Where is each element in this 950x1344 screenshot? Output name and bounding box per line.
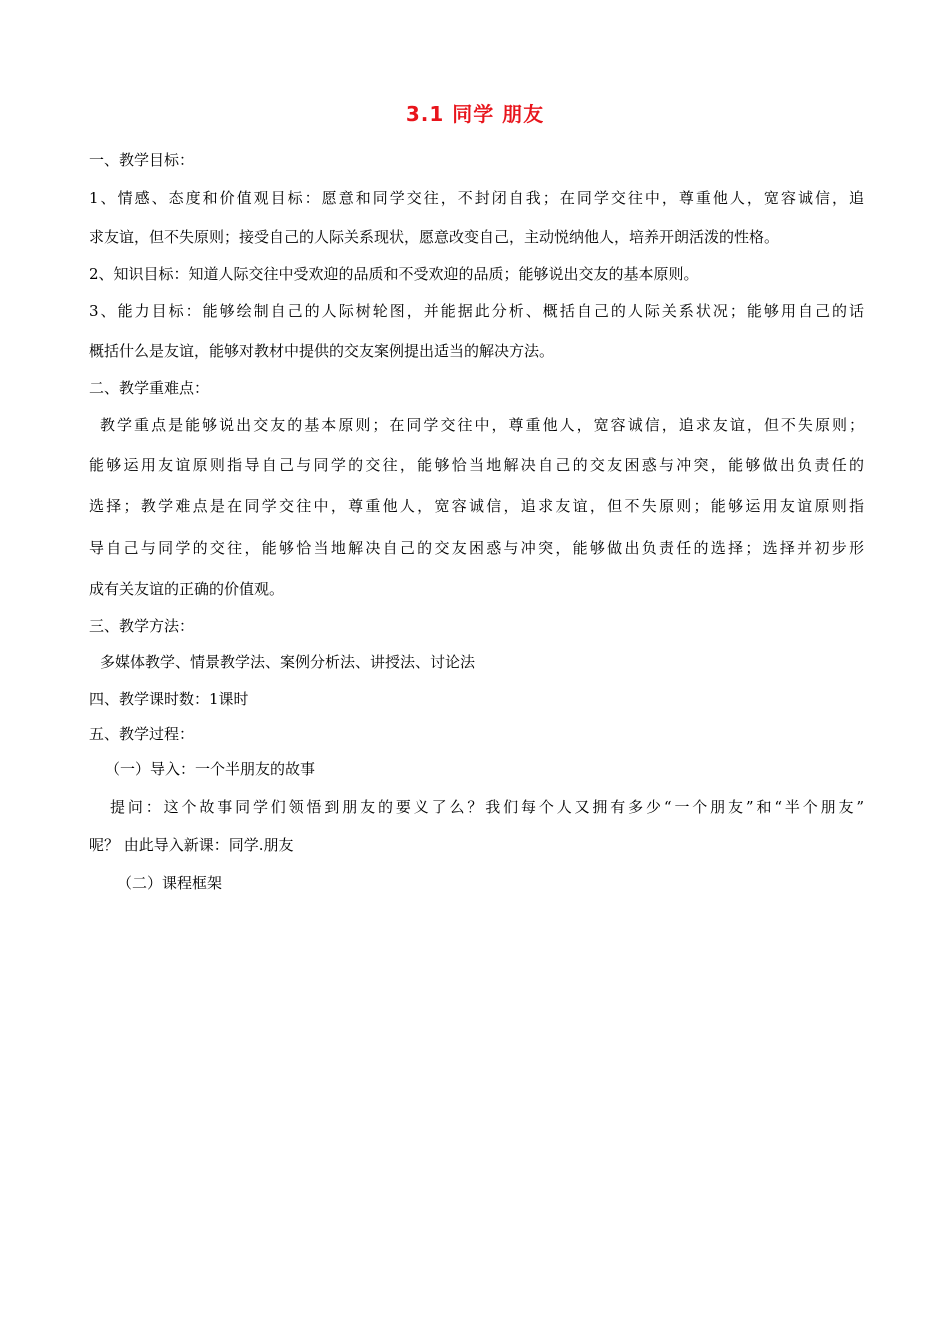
heading-class-hours: 四、教学课时数：1课时 bbox=[89, 690, 249, 708]
subheading-introduction: （一）导入：一个半朋友的故事 bbox=[105, 760, 316, 778]
paragraph-key-points-line-2: 能够运用友谊原则指导自己与同学的交往，能够恰当地解决自己的交友困惑与冲突，能够做出负责任的 bbox=[89, 456, 864, 474]
paragraph-knowledge-objective: 2、知识目标：知道人际交往中受欢迎的品质和不受欢迎的品质；能够说出交友的基本原则。 bbox=[89, 265, 699, 283]
paragraph-ability-objective-line-1: 3、能力目标：能够绘制自己的人际树轮图，并能据此分析、概括自己的人际关系状况；能够用自己的话 bbox=[89, 302, 864, 320]
paragraph-question-line-1: 提问：这个故事同学们领悟到朋友的要义了么？我们每个人又拥有多少“一个朋友”和“半个朋友” bbox=[110, 798, 864, 816]
paragraph-ability-objective-line-2: 概括什么是友谊，能够对教材中提供的交友案例提出适当的解决方法。 bbox=[89, 342, 555, 360]
heading-teaching-process: 五、教学过程： bbox=[89, 725, 195, 743]
paragraph-key-points-line-1: 教学重点是能够说出交友的基本原则；在同学交往中，尊重他人，宽容诚信，追求友谊，但不失原则； bbox=[100, 416, 864, 434]
document-title: 3.1 同学 朋友 bbox=[405, 102, 545, 126]
paragraph-question-line-2: 呢？ 由此导入新课：同学.朋友 bbox=[89, 836, 294, 854]
paragraph-key-points-line-5: 成有关友谊的正确的价值观。 bbox=[89, 580, 285, 598]
paragraph-teaching-methods: 多媒体教学、情景教学法、案例分析法、讲授法、讨论法 bbox=[100, 653, 476, 671]
paragraph-emotional-objective-line-2: 求友谊，但不失原则；接受自己的人际关系现状，愿意改变自己，主动悦纳他人，培养开朗活泼的性格。 bbox=[89, 228, 780, 246]
heading-teaching-methods: 三、教学方法： bbox=[89, 617, 195, 635]
paragraph-key-points-line-4: 导自己与同学的交往，能够恰当地解决自己的交友困惑与冲突，能够做出负责任的选择；选择并初步形 bbox=[89, 539, 864, 557]
heading-teaching-objectives: 一、教学目标： bbox=[89, 151, 195, 169]
paragraph-key-points-line-3: 选择；教学难点是在同学交往中，尊重他人，宽容诚信，追求友谊，但不失原则；能够运用友谊原则指 bbox=[89, 497, 864, 515]
paragraph-emotional-objective-line-1: 1、情感、态度和价值观目标：愿意和同学交往，不封闭自我；在同学交往中，尊重他人，宽容诚信，追 bbox=[89, 189, 864, 207]
subheading-course-framework: （二）课程框架 bbox=[117, 874, 223, 892]
heading-key-difficult-points: 二、教学重难点： bbox=[89, 379, 210, 397]
